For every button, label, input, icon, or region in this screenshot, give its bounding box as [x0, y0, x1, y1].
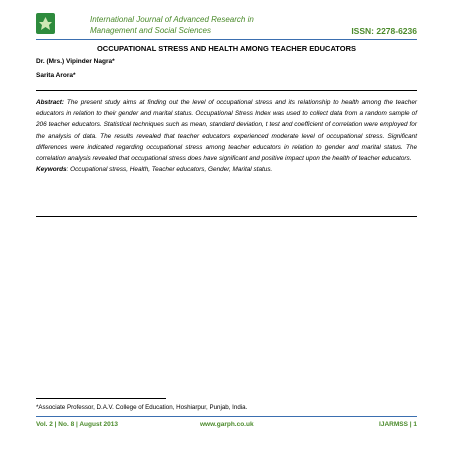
footnote-rule: [36, 398, 166, 399]
issn: ISSN: 2278-6236: [351, 26, 417, 36]
article-title: OCCUPATIONAL STRESS AND HEALTH AMONG TEACHER EDUCATORS: [96, 44, 357, 53]
header-rule: [36, 39, 417, 40]
keywords-text: : Occupational stress, Health, Teacher educators, Gender, Marital status.: [66, 166, 273, 174]
abstract-paragraph: [36, 97, 417, 175]
abstract-text: The present study aims at finding out the level of occupational stress and its relationship to health among the teacher educators in relation to their gender and marital status. Occupational Stress Index was used to collect data from a random sample of 206 teacher educators. Statistical techniques such as mean, standard deviation, t test and coefficient of correlation were employed for the analysis of data. The results revealed that teacher educators experienced moderate level of occupational stress. Significant differences were indicated regarding occupational stress among teacher educators in relation to gender and marital status. The correlation analysis revealed that occupational stress does have significant and positive impact upon the health of teacher educators.: [36, 99, 417, 163]
author-1: Dr. (Mrs.) Vipinder Nagra*: [36, 58, 115, 65]
journal-name: International Journal of Advanced Research in Management and Social Sciences: [90, 15, 254, 35]
footer-volume: Vol. 2 | No. 8 | August 2013: [36, 421, 119, 428]
keywords-label: Keywords: [36, 166, 67, 174]
footnote: *Associate Professor, D.A.V. College of Education, Hoshiarpur, Punjab, India.: [36, 404, 248, 411]
abstract-label: Abstract:: [36, 99, 65, 106]
journal-logo: [36, 13, 55, 34]
abstract-box: [36, 90, 417, 217]
footer-website[interactable]: www.garph.co.uk: [200, 421, 254, 428]
footer-page: IJARMSS | 1: [379, 421, 417, 428]
author-2: Sarita Arora*: [36, 72, 76, 79]
footer-rule: [36, 416, 417, 417]
